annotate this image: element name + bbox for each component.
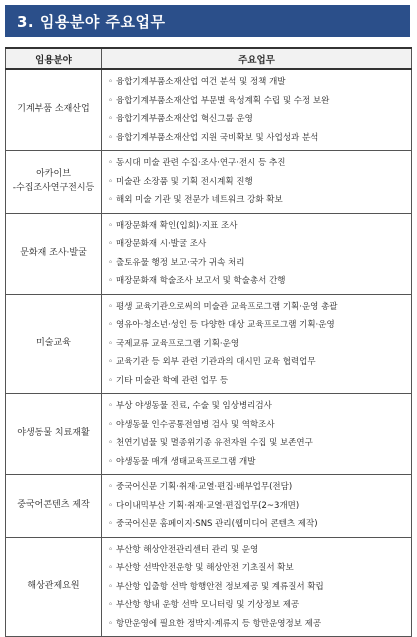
- bullet-icon: ◦: [108, 563, 114, 573]
- duty-text: 융합기계부품소재산업 지원 국비확보 및 사업성과 분석: [116, 132, 319, 143]
- bullet-icon: ◦: [108, 239, 114, 249]
- duty-text: 동시대 미술 관련 수집·조사·연구·전시 등 추진: [116, 158, 286, 168]
- bullet-icon: ◦: [108, 600, 114, 610]
- duty-text: 매장문화재 확인(입회)·지표 조사: [116, 220, 238, 231]
- duty-item: [108, 73, 407, 92]
- table-row: [6, 537, 412, 637]
- field-name-cell: 기계부품 소재산업: [6, 69, 102, 151]
- bullet-icon: ◦: [108, 132, 114, 143]
- duty-text: 야생동물 매개 생태교육프로그램 개발: [116, 456, 256, 467]
- section-header: [5, 5, 410, 37]
- duties-cell: [102, 475, 412, 538]
- duty-text: 부산항 선박안전운항 및 해상안전 기초질서 확보: [116, 563, 294, 573]
- duties-cell: [102, 151, 412, 214]
- duty-text: 천연기념물 및 멸종위기종 유전자원 수집 및 보존연구: [116, 438, 313, 448]
- duty-item: [108, 578, 407, 597]
- duty-text: 중국어신문 기획·취재·교열·편집·배부업무(전담): [116, 482, 293, 492]
- bullet-icon: ◦: [108, 176, 114, 187]
- bullet-icon: ◦: [108, 482, 114, 492]
- duty-item: [108, 316, 407, 335]
- field-name-cell: 해상관제요원: [6, 537, 102, 637]
- table-row: [6, 394, 412, 475]
- field-name-cell: 야생동물 치료재활: [6, 394, 102, 475]
- duty-item: [108, 353, 407, 372]
- table-row: [6, 294, 412, 394]
- duty-text: 매장문화재 시·발굴 조사: [116, 239, 207, 249]
- duty-item: [108, 541, 407, 560]
- bullet-icon: ◦: [108, 375, 114, 386]
- duty-item: [108, 154, 407, 173]
- bullet-icon: ◦: [108, 419, 114, 430]
- duty-text: 부산항 항내 운항 선박 모니터링 및 기상정보 제공: [116, 600, 300, 610]
- duties-cell: [102, 294, 412, 394]
- table-row: [6, 69, 412, 151]
- duty-item: [108, 92, 407, 111]
- field-name-cell: 문화재 조사·발굴: [6, 213, 102, 294]
- column-header-duties: 주요업무: [102, 48, 412, 69]
- duty-text: 매장문화재 학술조사 보고서 및 학술총서 간행: [116, 276, 286, 286]
- bullet-icon: ◦: [108, 77, 114, 87]
- duty-item: [108, 416, 407, 435]
- bullet-icon: ◦: [108, 357, 114, 367]
- bullet-icon: ◦: [108, 276, 114, 286]
- duty-item: [108, 559, 407, 578]
- duty-item: [108, 434, 407, 453]
- duty-item: [108, 191, 407, 210]
- bullet-icon: ◦: [108, 500, 114, 511]
- duty-item: [108, 254, 407, 273]
- duty-text: 다이내믹부산 기획·취재·교열·편집업무(2~3개면): [116, 500, 300, 511]
- duty-text: 기타 미술관 학예 관련 업무 등: [116, 375, 229, 386]
- duty-text: 융합기계부품소재산업 여건 분석 및 정책 개발: [116, 77, 286, 87]
- bullet-icon: ◦: [108, 195, 114, 205]
- duty-text: 미술관 소장품 및 기획 전시계획 진행: [116, 176, 253, 187]
- bullet-icon: ◦: [108, 320, 114, 330]
- duty-text: 교육기관 등 외부 관련 기관과의 대시민 교육 협력업무: [116, 357, 316, 367]
- bullet-icon: ◦: [108, 338, 114, 349]
- duty-item: [108, 235, 407, 254]
- table-row: [6, 475, 412, 538]
- duty-item: [108, 298, 407, 317]
- duty-item: [108, 515, 407, 534]
- duty-text: 부산항 입출항 선박 항행안전 정보제공 및 계류질서 확립: [116, 581, 324, 592]
- bullet-icon: ◦: [108, 301, 114, 312]
- bullet-icon: ◦: [108, 257, 114, 268]
- bullet-icon: ◦: [108, 438, 114, 448]
- bullet-icon: ◦: [108, 158, 114, 168]
- section-title: 3. 임용분야 주요업무: [17, 12, 166, 31]
- duty-item: [108, 372, 407, 391]
- bullet-icon: ◦: [108, 544, 114, 555]
- duties-cell: [102, 213, 412, 294]
- bullet-icon: ◦: [108, 114, 114, 124]
- bullet-icon: ◦: [108, 220, 114, 231]
- duty-item: [108, 335, 407, 354]
- field-name-cell: 미술교육: [6, 294, 102, 394]
- duty-text: 융합기계부품소재산업 혁신그룹 운영: [116, 114, 253, 124]
- bullet-icon: ◦: [108, 581, 114, 592]
- bullet-icon: ◦: [108, 401, 114, 411]
- duty-text: 국제교류 교육프로그램 기획·운영: [116, 338, 240, 349]
- duty-text: 출토유물 행정 보고·국가 귀속 처리: [116, 257, 245, 268]
- duty-item: [108, 173, 407, 192]
- duty-text: 해외 미술 기관 및 전문가 네트워크 강화 확보: [116, 195, 283, 205]
- duty-item: [108, 596, 407, 615]
- duty-item: [108, 497, 407, 516]
- field-name-cell: 아카이브 -수집조사연구전시등: [6, 151, 102, 214]
- duties-cell: [102, 394, 412, 475]
- bullet-icon: ◦: [108, 618, 114, 629]
- duty-text: 항만운영에 필요한 정박지·계류지 등 항만운영정보 제공: [116, 618, 322, 629]
- duties-cell: [102, 69, 412, 151]
- duty-item: [108, 217, 407, 236]
- duty-item: [108, 129, 407, 148]
- table-body: [6, 69, 412, 637]
- duty-text: 영유아·청소년·성인 등 다양한 대상 교육프로그램 기획·운영: [116, 320, 335, 330]
- bullet-icon: ◦: [108, 95, 114, 106]
- duties-cell: [102, 537, 412, 637]
- field-name-cell: 중국어콘텐츠 제작: [6, 475, 102, 538]
- column-header-field: 임용분야: [6, 48, 102, 69]
- duty-text: 부상 야생동물 진료, 수술 및 임상병리검사: [116, 401, 272, 411]
- duty-text: 융합기계부품소재산업 부문별 육성계획 수립 및 수정 보완: [116, 95, 330, 106]
- duty-text: 야생동물 인수공통전염병 검사 및 역학조사: [116, 419, 275, 430]
- duty-text: 중국어신문 홈페이지·SNS 관리(웹미디어 콘텐츠 제작): [116, 519, 318, 529]
- bullet-icon: ◦: [108, 519, 114, 529]
- duty-item: [108, 615, 407, 634]
- duty-text: 평생 교육기관으로써의 미술관 교육프로그램 기획·운영 총괄: [116, 301, 338, 312]
- bullet-icon: ◦: [108, 456, 114, 467]
- table-header-row: [6, 48, 412, 69]
- duties-table: [5, 47, 412, 637]
- duty-item: [108, 110, 407, 129]
- duty-item: [108, 478, 407, 497]
- table-row: [6, 151, 412, 214]
- duty-item: [108, 272, 407, 291]
- table-row: [6, 213, 412, 294]
- duty-item: [108, 453, 407, 472]
- duty-item: [108, 397, 407, 416]
- duty-text: 부산항 해상안전관리센터 관리 및 운영: [116, 544, 259, 555]
